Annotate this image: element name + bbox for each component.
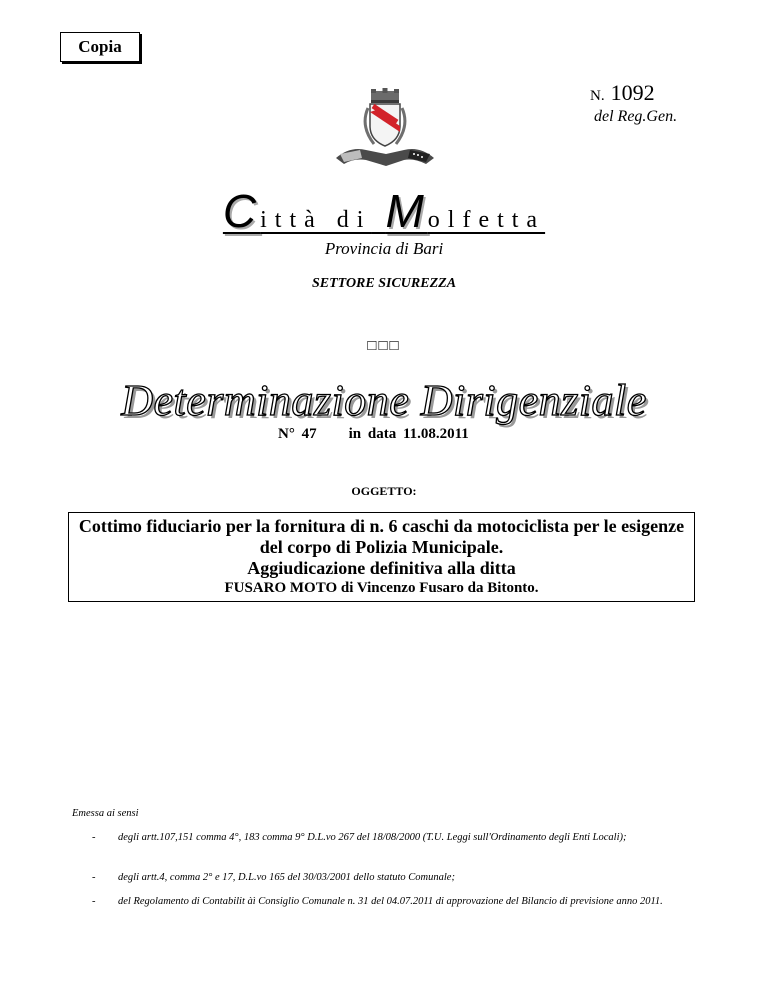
determination-date: in data 11.08.2011 <box>348 426 469 442</box>
oggetto-label: OGGETTO: <box>351 484 417 498</box>
legal-reference-item <box>92 892 692 912</box>
legal-reference-text: degli artt.107,151 comma 4°, 183 comma 9° D.L.vo 267 del 18/08/2000 (T.U. Leggi sull'Ordinamento degli Enti Locali); <box>118 832 627 843</box>
city-text-part1: ittà di <box>260 207 372 233</box>
subject-line-1: Cottimo fiduciario per la fornitura di n. 6 caschi da motociclista per le esigenze del corpo di Polizia Municipale. <box>78 516 685 557</box>
list-dash: - <box>92 832 96 843</box>
legal-reference-item <box>92 828 692 848</box>
emessa-label: Emessa ai sensi <box>72 808 139 819</box>
subject-box <box>68 512 695 602</box>
city-initial-m: M <box>385 185 428 237</box>
city-text-part2: olfetta <box>427 207 546 233</box>
subject-line-4: FUSARO MOTO di Vincenzo Fusaro da Bitonto. <box>224 580 539 596</box>
registro-numero <box>590 80 655 106</box>
copia-stamp: Copia <box>60 32 140 62</box>
city-initial-c: C <box>222 185 261 237</box>
list-dash: - <box>92 872 96 883</box>
registro-n-value: 1092 <box>610 80 655 105</box>
subject-line-3: Aggiudicazione definitiva alla ditta <box>247 558 516 578</box>
ornament-boxes: □□□ <box>367 338 401 354</box>
provincia-label: Provincia di Bari <box>324 239 444 258</box>
legal-reference-item <box>92 868 692 888</box>
registro-n-label: N. <box>590 88 605 104</box>
city-name-heading <box>0 184 768 238</box>
legal-reference-text: del Regolamento di Contabilit àì Consiglio Comunale n. 31 del 04.07.2011 di approvazione del Bilancio di previsione anno 2011. <box>118 896 663 907</box>
determination-number-date <box>278 426 469 443</box>
city-crest-icon <box>330 88 440 170</box>
list-dash: - <box>92 896 96 907</box>
legal-reference-text: degli artt.4, comma 2° e 17, D.L.vo 165 del 30/03/2001 dello statuto Comunale; <box>118 872 455 883</box>
determination-number: N° 47 <box>278 426 317 442</box>
document-type-title: Determinazione Dirigenziale <box>121 376 647 425</box>
registro-generale-label: del Reg.Gen. <box>594 108 678 125</box>
settore-label: SETTORE SICUREZZA <box>311 276 457 291</box>
